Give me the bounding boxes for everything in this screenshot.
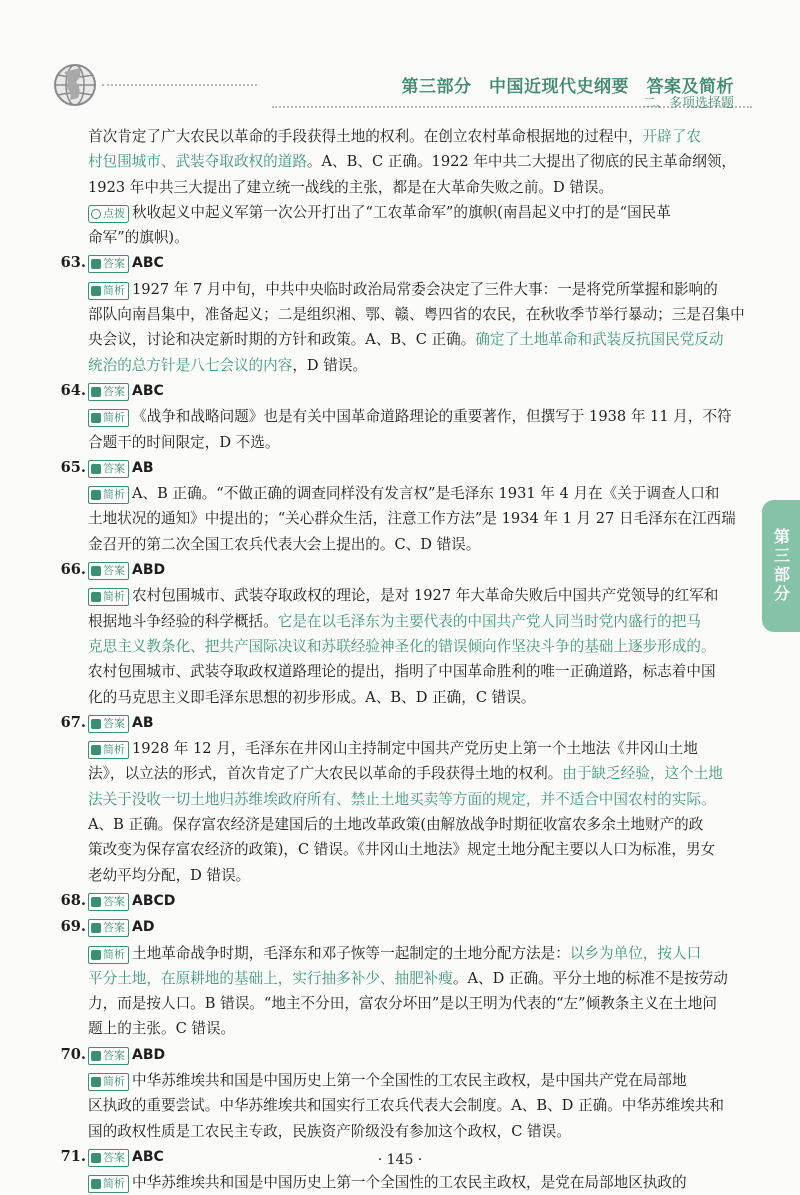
book-icon <box>91 413 101 423</box>
question-66-answer: 66. 答案 ABD <box>60 561 166 579</box>
book-icon <box>91 1179 101 1189</box>
analysis-tag: 简析 <box>88 486 129 504</box>
analysis-line: 简析 中华苏维埃共和国是中国历史上第一个全国性的工农民主政权，是党在局部地区执政的 <box>88 1170 736 1195</box>
book-icon <box>91 950 101 960</box>
text-line: 金召开的第二次全国工农兵代表大会上提出的。C、D 错误。 <box>88 535 481 553</box>
answer-tag: 答案 <box>88 1047 129 1065</box>
book-icon <box>91 745 101 755</box>
pencil-icon <box>91 923 101 933</box>
analysis-line: 简析 土地革命战争时期，毛泽东和邓子恢等一起制定的土地分配方法是：以乡为单位，按人口 <box>88 941 736 966</box>
question-64-answer: 64. 答案 ABC <box>60 381 164 399</box>
text-line: 克思主义教条化、把共产国际决议和苏联经验神圣化的错误倾向作坚决斗争的基础上逐步形成的。 <box>88 637 716 655</box>
pencil-icon <box>91 566 101 576</box>
analysis-line: 简析 中华苏维埃共和国是中国历史上第一个全国性的工农民主政权，是中国共产党在局部地 <box>88 1068 736 1093</box>
answer-content <box>60 124 745 1195</box>
question-68-answer: 68. 答案 ABCD <box>60 891 176 909</box>
answer-tag: 答案 <box>88 383 129 401</box>
pencil-icon <box>91 464 101 474</box>
text-line: 平分土地，在原耕地的基础上，实行抽多补少、抽肥补瘦。A、D 正确。平分土地的标准不是按劳动 <box>88 969 728 987</box>
text-line: 根据地斗争经验的科学概括。它是在以毛泽东为主要代表的中国共产党人同当时党内盛行的把马 <box>88 612 701 630</box>
globe-icon <box>52 62 98 108</box>
analysis-tag: 简析 <box>88 1175 129 1193</box>
header-subtitle: 二、多项选择题 <box>642 96 734 111</box>
page-header <box>0 0 800 120</box>
analysis-line: 简析 农村包围城市、武装夺取政权的理论，是对 1927 年大革命失败后中国共产党领导的红军和 <box>88 583 736 608</box>
question-71-answer: 71. 答案 ABC <box>60 1147 164 1165</box>
analysis-line: 简析 《战争和战略问题》也是有关中国革命道路理论的重要著作，但撰写于 1938 年 11 月，不符 <box>88 404 736 429</box>
text-line: 央会议，讨论和决定新时期的方针和政策。A、B、C 正确。确定了土地革命和武装反抗国民党反动 <box>88 331 724 349</box>
text-line: A、B 正确。保存富农经济是建国后的土地改革政策(由解放战争时期征收富农多余土地财产的政 <box>88 816 704 834</box>
analysis-line: 简析 A、B 正确。“不做正确的调查同样没有发言权”是毛泽东 1931 年 4 月在《关于调查人口和 <box>88 481 736 506</box>
analysis-tag: 简析 <box>88 588 129 606</box>
text-line: 力，而是按人口。B 错误。“地主不分田，富农分坏田”是以王明为代表的“左”倾教条主义在土地问 <box>88 995 717 1013</box>
text-line: 化的马克思主义即毛泽东思想的初步形成。A、B、D 正确，C 错误。 <box>88 688 536 706</box>
text-line: 法》，以立法的形式，首次肯定了广大农民以革命的手段获得土地的权利。由于缺乏经验，这个土地 <box>88 765 723 783</box>
text-line: 农村包围城市、武装夺取政权道路理论的提出，指明了中国革命胜利的唯一正确道路，标志着中国 <box>88 663 716 681</box>
question-63-answer: 63. 答案 ABC <box>60 254 164 272</box>
answer-tag: 答案 <box>88 893 129 911</box>
lightbulb-icon <box>91 209 101 219</box>
pencil-icon <box>91 259 101 269</box>
pencil-icon <box>91 897 101 907</box>
question-65-answer: 65. 答案 AB <box>60 458 154 476</box>
text-line: 首次肯定了广大农民以革命的手段获得土地的权利。在创立农村革命根据地的过程中，开辟了农 <box>88 128 701 145</box>
tip-tag: 点拨 <box>88 205 129 223</box>
text-line: 策改变为保存富农经济的政策)，C 错误。《井冈山土地法》规定土地分配主要以人口为标准，男女 <box>88 841 716 859</box>
text-line: 法关于没收一切土地归苏维埃政府所有、禁止土地买卖等方面的规定，并不适合中国农村的实际。 <box>88 790 716 808</box>
analysis-tag: 简析 <box>88 946 129 964</box>
analysis-line: 简析 1927 年 7 月中旬，中共中央临时政治局常委会决定了三件大事：一是将党所掌握和影响的 <box>88 277 736 302</box>
text-line: 土地状况的通知》中提出的；“关心群众生活，注意工作方法”是 1934 年 1 月 27 日毛泽东在江西瑞 <box>88 510 736 528</box>
analysis-tag: 简析 <box>88 741 129 759</box>
pencil-icon <box>91 387 101 397</box>
text-line: 区执政的重要尝试。中华苏维埃共和国实行工农兵代表大会制度。A、B、D 正确。中华苏维埃共和 <box>88 1097 724 1115</box>
book-icon <box>91 592 101 602</box>
book-icon <box>91 286 101 296</box>
answer-tag: 答案 <box>88 1149 129 1167</box>
page-number: · 145 · <box>377 1152 423 1168</box>
tip-line: 点拨 秋收起义中起义军第一次公开打出了“工农革命军”的旗帜(南昌起义中打的是“国民革 <box>88 200 736 225</box>
answer-tag: 答案 <box>88 919 129 937</box>
text-line: 村包围城市、武装夺取政权的道路。A、B、C 正确。1922 年中共二大提出了彻底的民主革命纲领， <box>88 153 737 171</box>
answer-tag: 答案 <box>88 460 129 478</box>
text-line: 合题干的时间限定，D 不选。 <box>88 433 280 451</box>
question-69-answer: 69. 答案 AD <box>60 918 155 936</box>
text-line: 老幼平均分配，D 错误。 <box>88 866 251 884</box>
question-67-answer: 67. 答案 AB <box>60 713 154 731</box>
header-divider <box>102 84 257 86</box>
book-icon <box>91 1077 101 1087</box>
pencil-icon <box>91 719 101 729</box>
answer-tag: 答案 <box>88 562 129 580</box>
analysis-tag: 简析 <box>88 282 129 300</box>
answer-tag: 答案 <box>88 715 129 733</box>
answer-tag: 答案 <box>88 255 129 273</box>
header-title: 第三部分 中国近现代史纲要 答案及简析 <box>401 77 734 97</box>
pencil-icon <box>91 1051 101 1061</box>
question-70-answer: 70. 答案 ABD <box>60 1045 166 1063</box>
text-line: 国的政权性质是工农民主专政，民族资产阶级没有参加这个政权，C 错误。 <box>88 1122 571 1140</box>
analysis-line: 简析 1928 年 12 月，毛泽东在井冈山主持制定中国共产党历史上第一个土地法《井冈山土地 <box>88 736 736 761</box>
text-line: 统治的总方针是八七会议的内容，D 错误。 <box>88 356 368 374</box>
analysis-tag: 简析 <box>88 409 129 427</box>
text-line: 题上的主张。C 错误。 <box>88 1020 236 1038</box>
analysis-tag: 简析 <box>88 1073 129 1091</box>
text-line: 1923 年中共三大提出了建立统一战线的主张，都是在大革命失败之前。D 错误。 <box>88 178 614 196</box>
text-line: 命军”的旗帜)。 <box>88 229 189 247</box>
book-icon <box>91 490 101 500</box>
section-side-tab[interactable]: 第三部分 <box>762 500 800 632</box>
text-line: 部队向南昌集中，准备起义；二是组织湘、鄂、赣、粤四省的农民，在秋收季节举行暴动；三是召集中 <box>88 306 745 324</box>
